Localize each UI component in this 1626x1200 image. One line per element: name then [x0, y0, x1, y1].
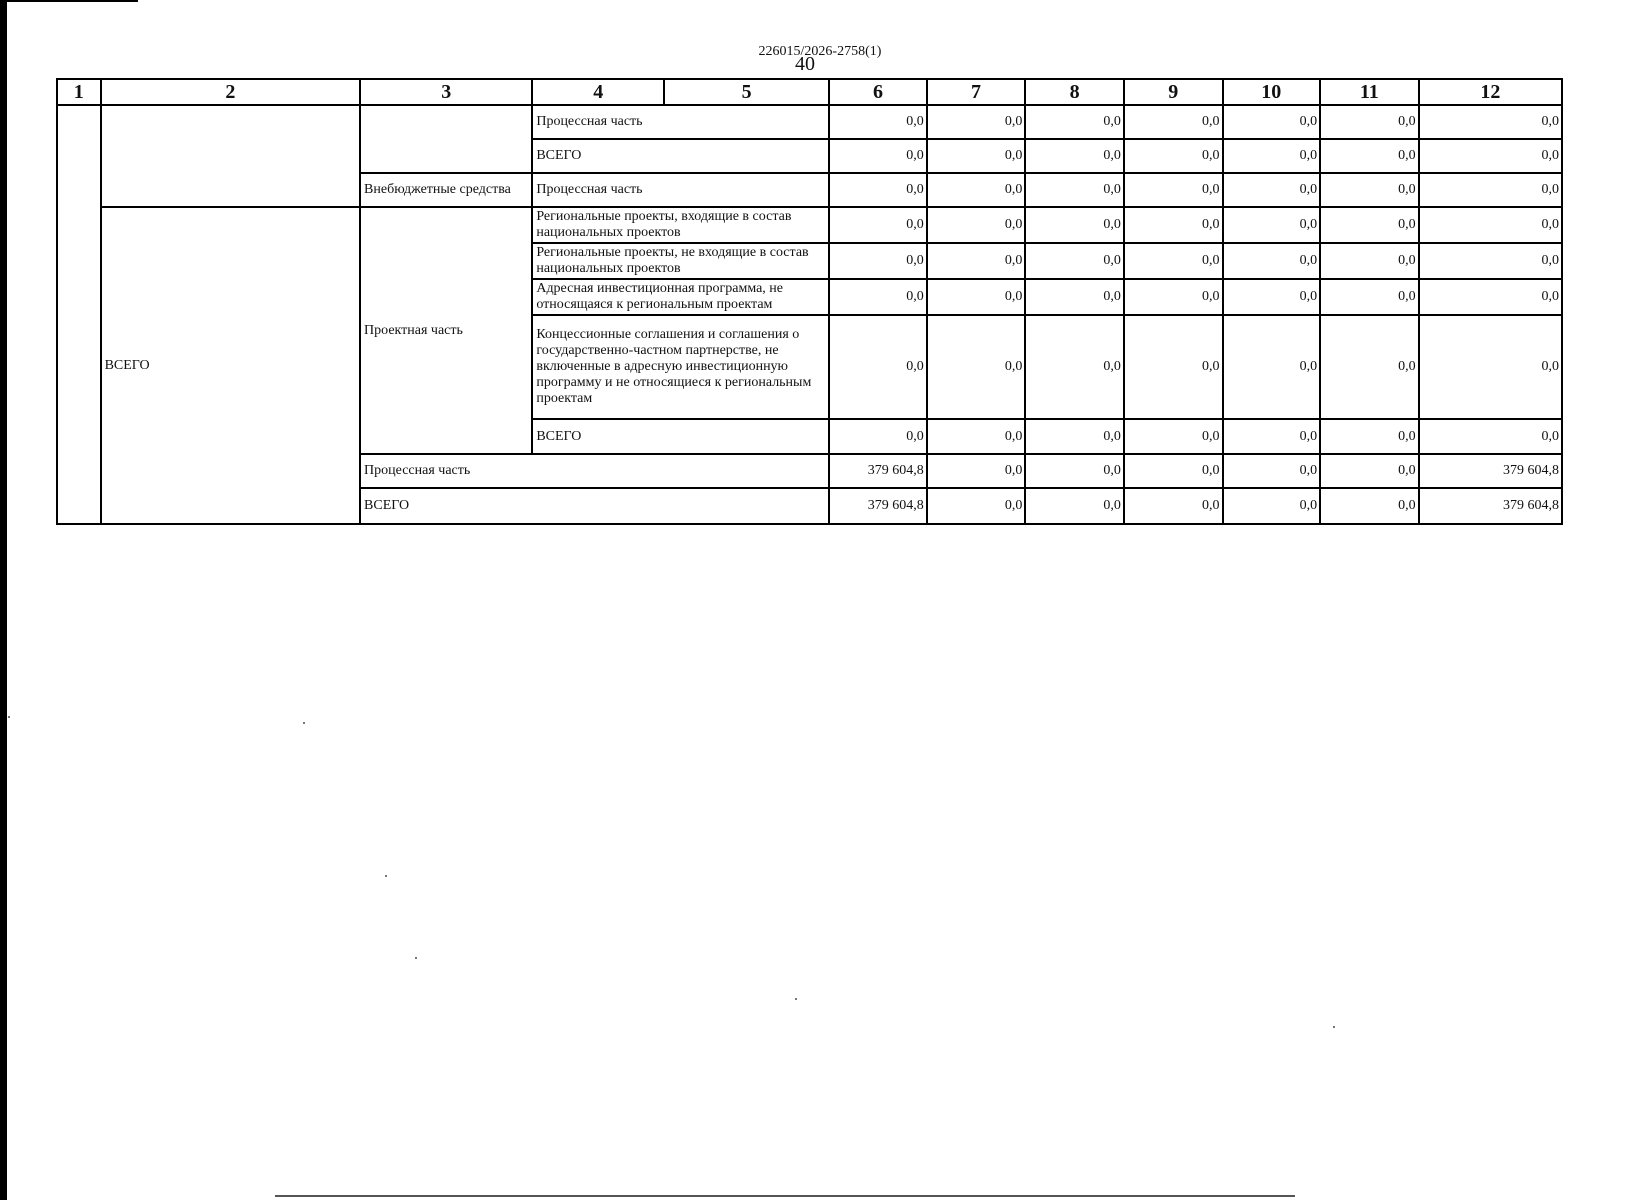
value-cell: 0,0	[1320, 419, 1419, 454]
value-cell: 0,0	[829, 173, 927, 207]
col3-blank-cell	[360, 105, 532, 173]
row-label: Внебюджетные средства	[360, 173, 532, 207]
value-cell: 0,0	[1124, 454, 1223, 488]
value-cell: 0,0	[1419, 279, 1562, 315]
value-cell: 0,0	[1124, 315, 1223, 419]
row-label: ВСЕГО	[532, 139, 829, 173]
value-cell: 0,0	[1419, 243, 1562, 279]
col-header-11: 11	[1320, 79, 1419, 105]
budget-table	[56, 78, 1563, 525]
row-label: Региональные проекты, не входящие в состав национальных проектов	[532, 243, 829, 279]
value-cell: 0,0	[1223, 488, 1321, 524]
scan-speck	[385, 875, 387, 877]
value-cell: 379 604,8	[1419, 454, 1562, 488]
value-cell: 0,0	[927, 173, 1026, 207]
value-cell: 0,0	[1124, 488, 1223, 524]
value-cell: 0,0	[927, 279, 1026, 315]
value-cell: 0,0	[1320, 315, 1419, 419]
col-header-8: 8	[1025, 79, 1124, 105]
document-registration-number: 226015/2026-2758(1)	[758, 44, 882, 59]
value-cell: 0,0	[1223, 315, 1321, 419]
value-cell: 0,0	[1124, 139, 1223, 173]
value-cell: 0,0	[1223, 243, 1321, 279]
value-cell: 0,0	[1320, 488, 1419, 524]
value-cell: 0,0	[1124, 419, 1223, 454]
value-cell: 0,0	[927, 139, 1026, 173]
value-cell: 0,0	[1223, 207, 1321, 243]
value-cell: 0,0	[1223, 419, 1321, 454]
value-cell: 0,0	[927, 419, 1026, 454]
value-cell: 0,0	[1124, 105, 1223, 139]
value-cell: 0,0	[927, 454, 1026, 488]
value-cell: 0,0	[1223, 173, 1321, 207]
value-cell: 0,0	[1124, 279, 1223, 315]
value-cell: 0,0	[1025, 105, 1124, 139]
row-label: ВСЕГО	[360, 488, 829, 524]
value-cell: 0,0	[1025, 173, 1124, 207]
value-cell: 0,0	[1223, 105, 1321, 139]
value-cell: 0,0	[927, 243, 1026, 279]
scan-edge-left	[0, 0, 7, 1200]
value-cell: 0,0	[927, 207, 1026, 243]
row-label: Адресная инвестиционная программа, не относящаяся к региональным проектам	[532, 279, 829, 315]
value-cell: 0,0	[1320, 454, 1419, 488]
col2-blank-cell	[101, 105, 360, 207]
scan-speck	[795, 998, 797, 1000]
value-cell: 0,0	[1223, 279, 1321, 315]
scan-edge-top	[0, 0, 138, 2]
row-label: Региональные проекты, входящие в состав национальных проектов	[532, 207, 829, 243]
col-header-2: 2	[101, 79, 360, 105]
value-cell: 0,0	[927, 315, 1026, 419]
row-label-vsego-group: ВСЕГО	[101, 207, 360, 524]
value-cell: 0,0	[1320, 279, 1419, 315]
row-label: Процессная часть	[532, 105, 829, 139]
value-cell: 0,0	[1124, 243, 1223, 279]
value-cell: 0,0	[1025, 454, 1124, 488]
value-cell: 0,0	[1419, 207, 1562, 243]
value-cell: 0,0	[829, 419, 927, 454]
value-cell: 0,0	[1419, 139, 1562, 173]
scan-speck	[1333, 1026, 1335, 1028]
column-number-row	[57, 79, 1562, 105]
col1-blank-cell	[57, 105, 101, 524]
value-cell: 0,0	[1025, 207, 1124, 243]
value-cell: 0,0	[1223, 139, 1321, 173]
value-cell: 379 604,8	[1419, 488, 1562, 524]
value-cell: 0,0	[1320, 139, 1419, 173]
page-number: 40	[795, 53, 815, 75]
value-cell: 0,0	[1025, 139, 1124, 173]
row-label: ВСЕГО	[532, 419, 829, 454]
value-cell: 0,0	[1320, 173, 1419, 207]
value-cell: 0,0	[1419, 315, 1562, 419]
value-cell: 379 604,8	[829, 454, 927, 488]
col-header-4: 4	[532, 79, 664, 105]
value-cell: 0,0	[927, 488, 1026, 524]
scan-speck	[415, 957, 417, 959]
value-cell: 0,0	[829, 207, 927, 243]
row-label: Концессионные соглашения и соглашения о государственно-частном партнерстве, не включенные в адресную инвестиционную программу и не относящиеся к региональным проектам	[532, 315, 829, 419]
row-label: Процессная часть	[532, 173, 829, 207]
value-cell: 0,0	[1124, 207, 1223, 243]
value-cell: 0,0	[1124, 173, 1223, 207]
value-cell: 0,0	[1223, 454, 1321, 488]
table-row	[57, 105, 1562, 139]
value-cell: 0,0	[1025, 279, 1124, 315]
value-cell: 0,0	[829, 243, 927, 279]
col-header-3: 3	[360, 79, 532, 105]
scan-speck	[8, 716, 10, 718]
col-header-10: 10	[1223, 79, 1321, 105]
value-cell: 0,0	[829, 315, 927, 419]
col-header-9: 9	[1124, 79, 1223, 105]
value-cell: 0,0	[927, 105, 1026, 139]
value-cell: 0,0	[1320, 243, 1419, 279]
value-cell: 0,0	[1419, 419, 1562, 454]
col-header-12: 12	[1419, 79, 1562, 105]
value-cell: 0,0	[829, 139, 927, 173]
value-cell: 0,0	[829, 279, 927, 315]
value-cell: 379 604,8	[829, 488, 927, 524]
table-row	[57, 207, 1562, 243]
value-cell: 0,0	[1025, 315, 1124, 419]
value-cell: 0,0	[1320, 105, 1419, 139]
col-header-7: 7	[927, 79, 1026, 105]
col-header-6: 6	[829, 79, 927, 105]
row-label-proektnaya: Проектная часть	[360, 207, 532, 454]
value-cell: 0,0	[1025, 243, 1124, 279]
value-cell: 0,0	[1025, 419, 1124, 454]
row-label: Процессная часть	[360, 454, 829, 488]
value-cell: 0,0	[1025, 488, 1124, 524]
value-cell: 0,0	[829, 105, 927, 139]
scan-line-bottom	[275, 1195, 1295, 1197]
value-cell: 0,0	[1320, 207, 1419, 243]
value-cell: 0,0	[1419, 173, 1562, 207]
value-cell: 0,0	[1419, 105, 1562, 139]
col-header-1: 1	[57, 79, 101, 105]
col-header-5: 5	[664, 79, 829, 105]
scan-speck	[303, 722, 305, 724]
